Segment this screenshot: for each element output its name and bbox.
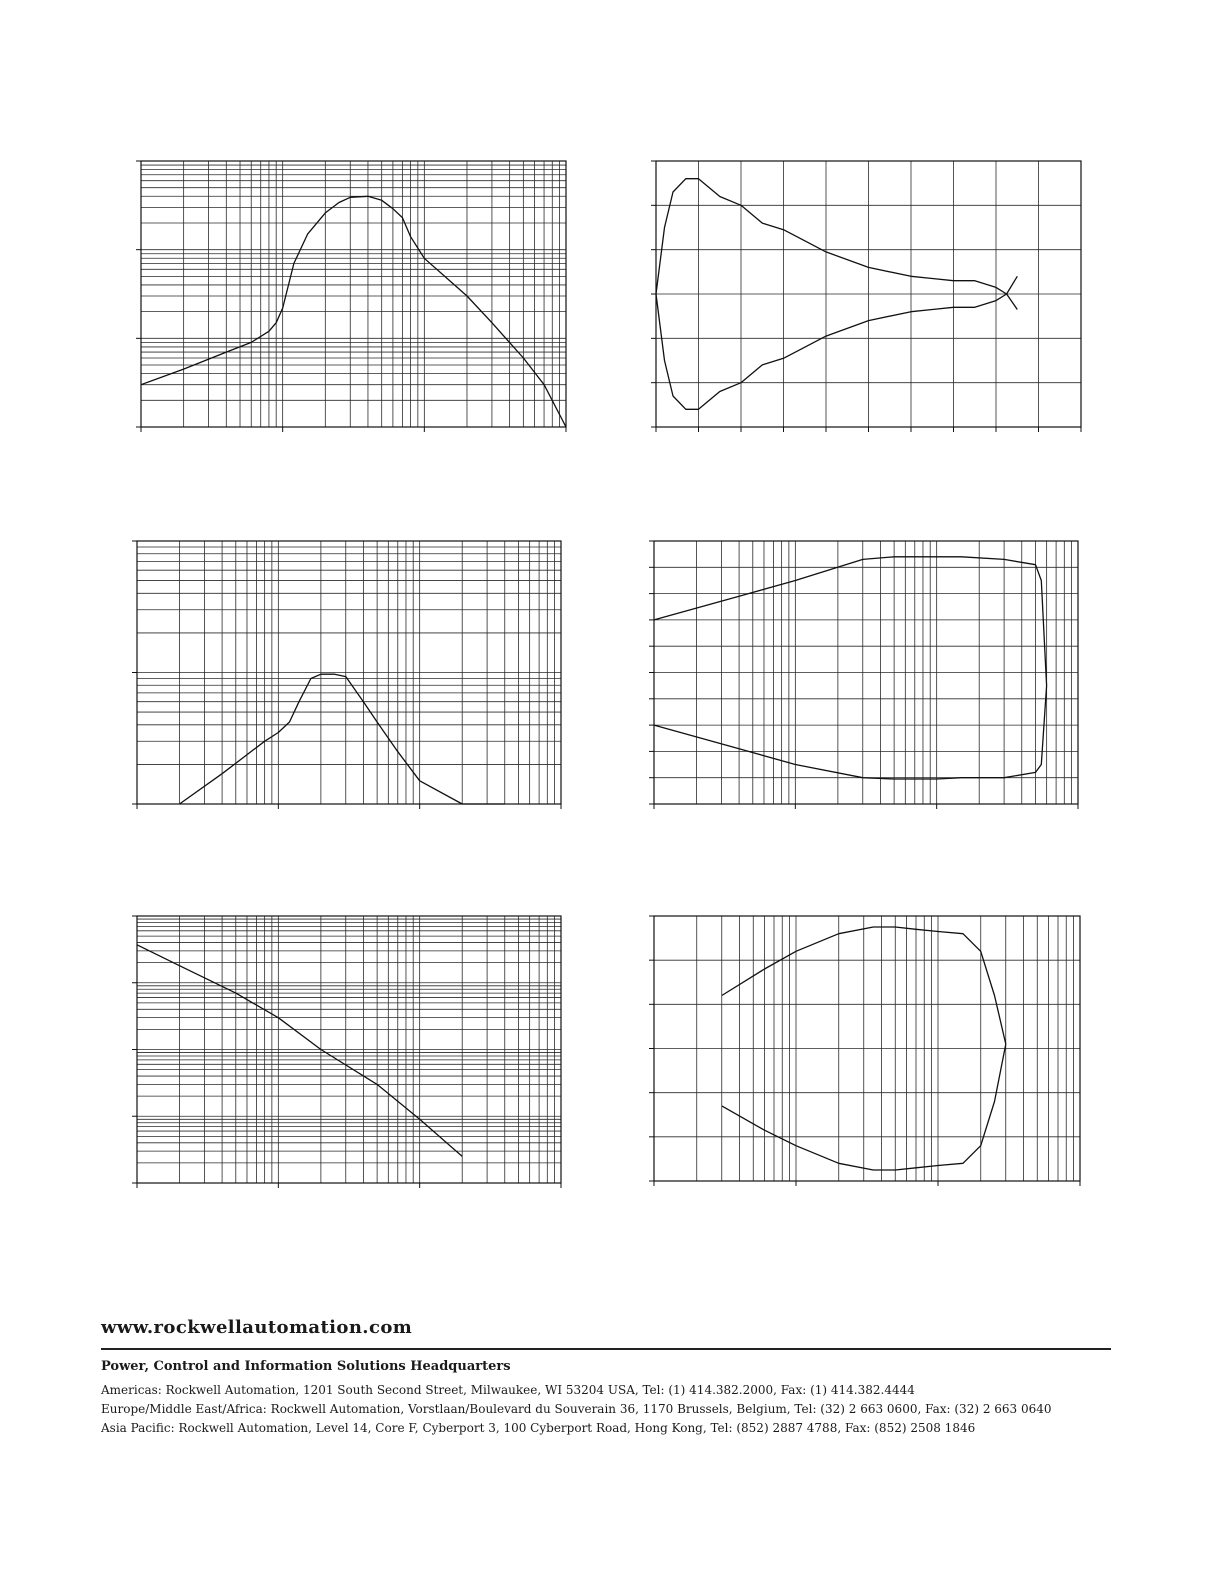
- address-americas: Americas: Rockwell Automation, 1201 South Second Street, Milwaukee, WI 53204 USA, Tel: (1) 414.382.2000, Fax: (1) 414.382.4444: [101, 1383, 915, 1397]
- address-asia-pacific: Asia Pacific: Rockwell Automation, Level 14, Core F, Cyberport 3, 100 Cyberport Road, Hong Kong, Tel: (852) 2887 4788, Fax: (852) 2508 1846: [101, 1421, 976, 1435]
- footer: [101, 1314, 1111, 1438]
- series-line-upper: [654, 557, 1047, 686]
- series-line-upper: [656, 179, 1017, 310]
- chart-5: [132, 916, 561, 1188]
- series-line-lower: [656, 276, 1017, 409]
- series-line-response: [180, 674, 505, 804]
- chart-3: [132, 541, 561, 809]
- footer-divider: [101, 1348, 1111, 1350]
- chart-4: [649, 541, 1078, 809]
- chart-1: [136, 161, 566, 432]
- address-emea: Europe/Middle East/Africa: Rockwell Automation, Vorstlaan/Boulevard du Souverain 36, 1170 Brussels, Belgium, Tel: (32) 2 663 0600, Fax: (32) 2 663 0640: [101, 1402, 1052, 1416]
- chart-2: [651, 161, 1081, 432]
- hq-title: Power, Control and Information Solutions Headquarters: [101, 1359, 511, 1374]
- chart-6: [649, 916, 1080, 1186]
- plot-frame: [141, 161, 566, 427]
- series-line-lower: [654, 686, 1047, 779]
- website-link[interactable]: www.rockwellautomation.com: [101, 1317, 413, 1338]
